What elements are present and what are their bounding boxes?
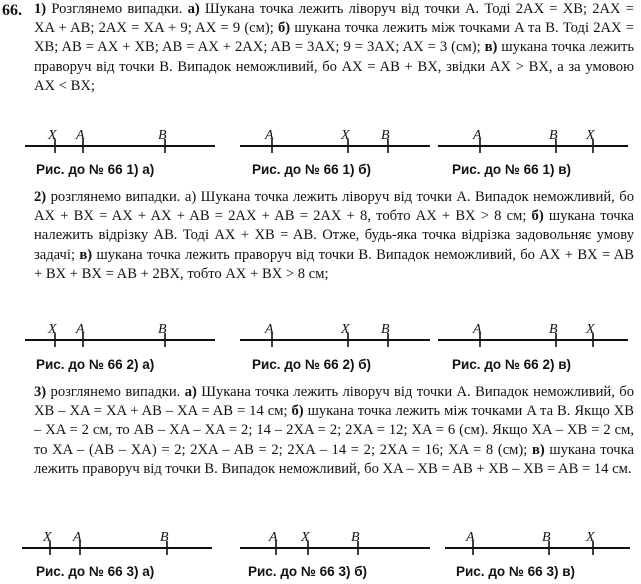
point-label: A bbox=[76, 128, 85, 143]
part3-lead: 3) bbox=[34, 384, 47, 400]
part2-text: 2) розглянемо випадки. а) Шукана точка лежить ліворуч від точки A. Випадок неможливий, бо AX + BX = AX + AX + AB = 2AX + AB = 2AX + 8, тобто AX + BX > 8 см; б) шукана точка належить відрізку AB. Тоді AX + XB = AB. Отже, будь-яка точка відрізка задовольняє умову задачі; в) шукана точка лежить праворуч від точки B. Випадок неможливий, бо AX + BX = AB + BX + BX = AB + 2BX, тобто AX + BX > 8 см; bbox=[34, 189, 634, 282]
point-label: B bbox=[158, 128, 167, 143]
point-label: A bbox=[473, 322, 482, 337]
point-label: A bbox=[466, 530, 475, 545]
caption-2c: Рис. до № 66 2) в) bbox=[452, 357, 571, 372]
point-label: B bbox=[160, 530, 169, 545]
figure-2b bbox=[240, 320, 440, 346]
part1-lead: 1) bbox=[34, 1, 47, 17]
caption-3c: Рис. до № 66 3) в) bbox=[456, 564, 575, 579]
figure-1a bbox=[25, 126, 225, 152]
point-label: A bbox=[265, 322, 274, 337]
point-label: A bbox=[73, 530, 82, 545]
point-label: A bbox=[265, 128, 274, 143]
caption-1a: Рис. до № 66 1) а) bbox=[36, 162, 155, 177]
point-label: B bbox=[351, 530, 360, 545]
problem-number: 66. bbox=[2, 2, 22, 19]
figure-2c bbox=[438, 320, 638, 346]
figure-2a bbox=[25, 320, 225, 346]
point-label: X bbox=[586, 322, 595, 337]
part1-text: 1) Розглянемо випадки. а) Шукана точка лежить ліворуч від точки A. Тоді 2AX = XB; 2AX = XA + AB; 2AX = XA + 9; AX = 9 (см); б) шукана точка лежить між точками A та B. Тоді 2AX = XB; AB = AX + XB; AB = AX + 2AX; AB = 3AX; 9 = 3AX; AX = 3 (см); в) шукана точка лежить праворуч від точки B. Випадок неможливий, бо AX = AB + BX, звідки AX > BX, а за умовою AX < BX; bbox=[34, 1, 635, 94]
point-label: A bbox=[76, 322, 85, 337]
figure-1b bbox=[240, 126, 440, 152]
point-label: X bbox=[341, 128, 350, 143]
caption-2b: Рис. до № 66 2) б) bbox=[252, 357, 372, 372]
caption-2a: Рис. до № 66 2) а) bbox=[36, 357, 155, 372]
caption-1c: Рис. до № 66 1) в) bbox=[452, 162, 571, 177]
point-label: A bbox=[269, 530, 278, 545]
figure-3c bbox=[445, 528, 641, 554]
point-label: X bbox=[586, 530, 595, 545]
point-label: B bbox=[549, 128, 558, 143]
point-label: B bbox=[549, 322, 558, 337]
point-label: X bbox=[43, 530, 52, 545]
caption-3b: Рис. до № 66 3) б) bbox=[248, 564, 368, 579]
part3-text: 3) розглянемо випадки. а) Шукана точка лежить ліворуч від точки A. Випадок неможливий, бо XB – XA = XA + AB – XA = AB = 14 см; б) шукана точка лежить між точками A та B. Якщо XB – XA = 2 см, то AB – XA – XA = 2; 14 – 2XA = 2; 2XA = 12; XA = 6 (см). Якщо XA – XB = 2 см, то XA – (AB – XA) = 2; 2XA – AB = 2; 2XA – 14 = 2; 2XA = 16; XA = 8 (см); в) шукана точка лежить праворуч від точки B. Випадок неможливий, бо XA – XB = AB + XB – XB = AB = 14 см. bbox=[34, 384, 634, 477]
part2-lead: 2) bbox=[34, 189, 47, 205]
point-label: B bbox=[381, 322, 390, 337]
point-label: A bbox=[473, 128, 482, 143]
caption-3a: Рис. до № 66 3) а) bbox=[36, 564, 155, 579]
point-label: B bbox=[381, 128, 390, 143]
point-label: X bbox=[48, 128, 57, 143]
figure-3a bbox=[22, 528, 222, 554]
point-label: X bbox=[301, 530, 310, 545]
caption-1b: Рис. до № 66 1) б) bbox=[252, 162, 372, 177]
point-label: X bbox=[341, 322, 350, 337]
point-label: B bbox=[542, 530, 551, 545]
figure-1c bbox=[438, 126, 638, 152]
point-label: X bbox=[48, 322, 57, 337]
point-label: X bbox=[586, 128, 595, 143]
figure-3b bbox=[240, 528, 440, 554]
point-label: B bbox=[158, 322, 167, 337]
